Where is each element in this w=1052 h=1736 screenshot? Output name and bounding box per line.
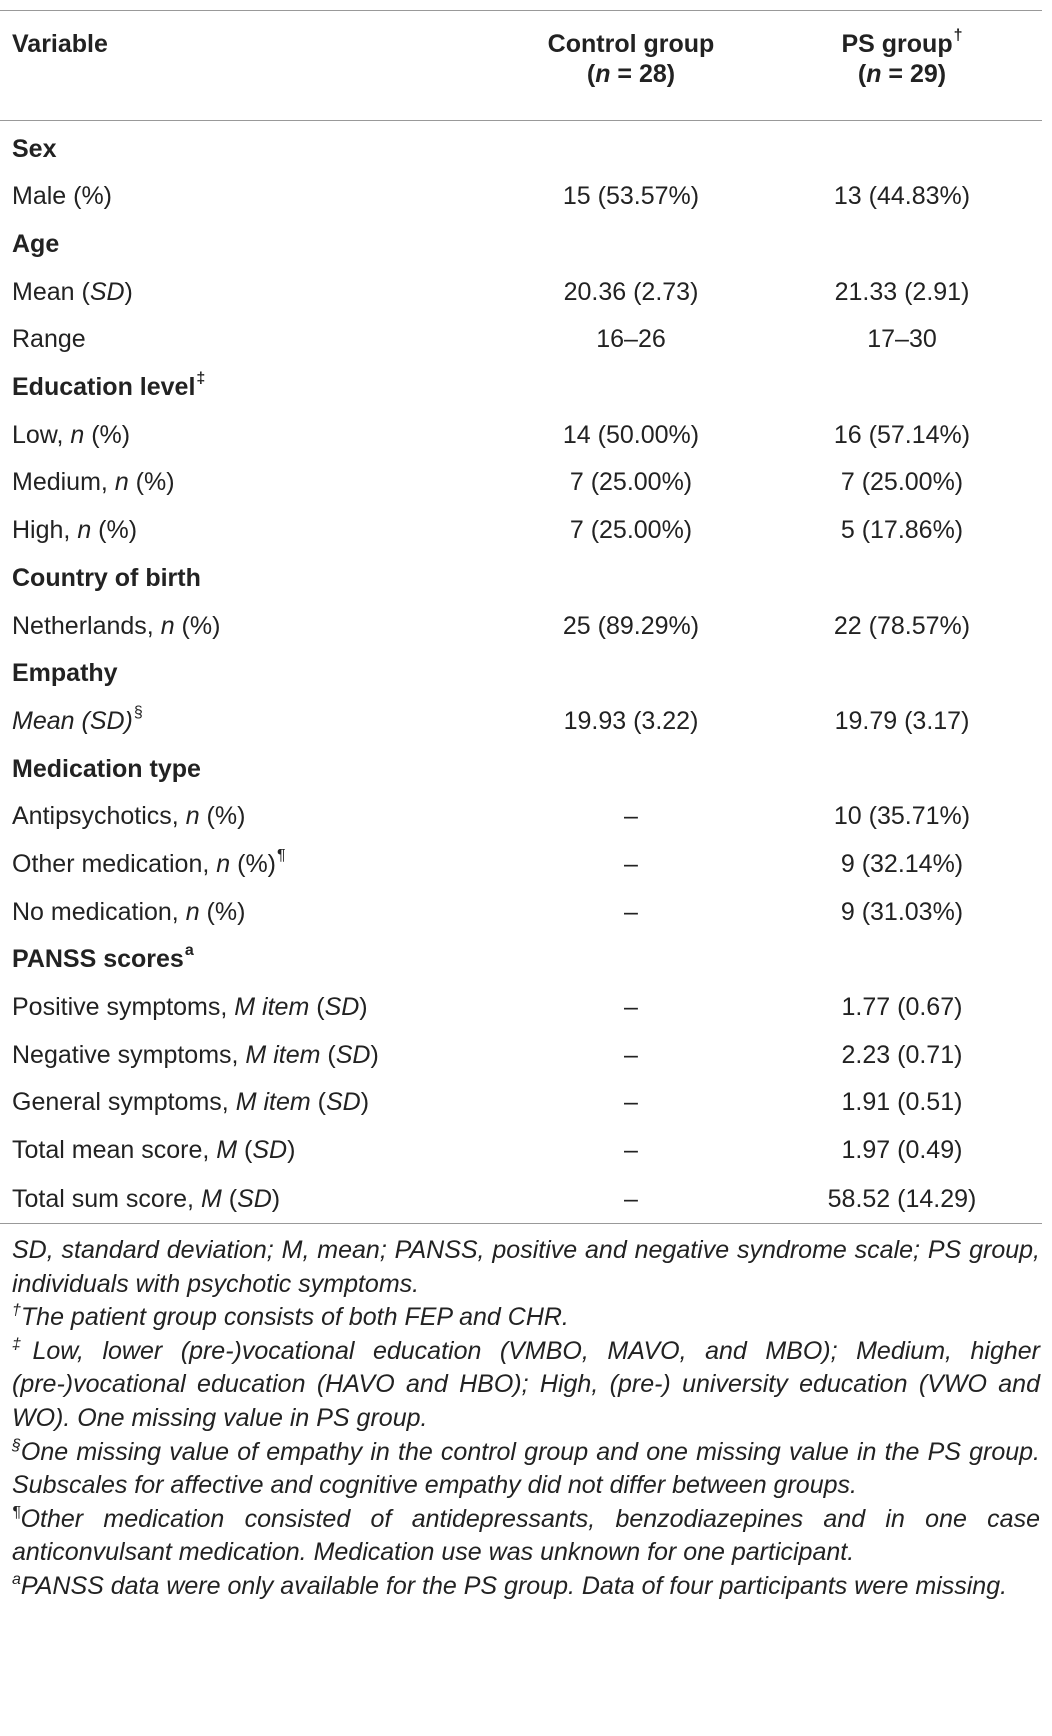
- ps-value: 22 (78.57%): [833, 611, 971, 640]
- table-row: [0, 316, 1042, 364]
- footnote: [12, 1335, 1040, 1436]
- section-label: Medication type: [12, 754, 201, 783]
- footnote: [12, 1436, 1040, 1503]
- header-variable: Variable: [12, 30, 108, 58]
- ps-value: 58.52 (14.29): [827, 1184, 977, 1213]
- control-value: –: [624, 1088, 638, 1117]
- footnote-text: Low, lower (pre-)vocational education (VMBO, MAVO, and MBO); Medium, higher (pre-)vocational education (HAVO and HBO); High, (pre-) university education (VWO and WO). One missing value in PS group.: [12, 1336, 1040, 1432]
- footnote-text: The patient group consists of both FEP and CHR.: [20, 1303, 569, 1332]
- control-value: –: [624, 1136, 638, 1165]
- table-row: [0, 792, 1042, 840]
- table-header: [0, 11, 1042, 121]
- control-value: 7 (25.00%): [569, 468, 693, 497]
- control-group-label: Control group: [547, 30, 715, 58]
- ps-value: 9 (31.03%): [840, 897, 964, 926]
- footnote: [12, 1234, 1040, 1301]
- table-footnotes: [12, 1234, 1040, 1604]
- row-label: Negative symptoms, M item (SD): [12, 1040, 379, 1069]
- ps-value: 16 (57.14%): [833, 420, 971, 449]
- row-label: Antipsychotics, n (%): [12, 802, 246, 831]
- section-label: Country of birth: [12, 563, 201, 592]
- control-value: 7 (25.00%): [569, 516, 693, 545]
- footnote-mark: ‡: [196, 370, 206, 388]
- ps-value: 2.23 (0.71): [841, 1040, 963, 1069]
- row-label: No medication, n (%): [12, 897, 246, 926]
- control-value: 19.93 (3.22): [563, 706, 699, 735]
- header-control-group: [500, 11, 762, 121]
- footnote-text: SD, standard deviation; M, mean; PANSS, positive and negative syndrome scale; PS group, individuals with psychotic symptoms.: [12, 1236, 1040, 1298]
- section-heading: [0, 554, 1042, 602]
- row-label: Netherlands, n (%): [12, 611, 221, 640]
- table-row: [0, 173, 1042, 221]
- ps-value: 17–30: [867, 325, 937, 354]
- table-row: [0, 697, 1042, 745]
- ps-group-footnote-mark: †: [953, 27, 963, 44]
- table-row: [0, 888, 1042, 936]
- control-group-n: (n = 28): [586, 60, 676, 88]
- footnote-text: Other medication consisted of antidepressants, benzodiazepines and in one case anticonvulsant medication. Medication use was unknown for one participant.: [12, 1504, 1040, 1567]
- section-row: [0, 363, 1042, 411]
- table-row: [0, 602, 1042, 650]
- ps-value: 9 (32.14%): [840, 849, 964, 878]
- ps-value: 21.33 (2.91): [834, 277, 970, 306]
- demographics-table: [0, 10, 1042, 1224]
- table-row: [0, 459, 1042, 507]
- section-heading: [0, 745, 1042, 793]
- footnote-text: PANSS data were only available for the PS group. Data of four participants were missing.: [20, 1571, 1008, 1600]
- row-label: Other medication, n (%)¶: [12, 846, 286, 878]
- row-label: High, n (%): [12, 516, 138, 545]
- table-row: [0, 411, 1042, 459]
- section-row: [0, 745, 1042, 793]
- table-body: [0, 121, 1042, 1224]
- section-heading: [0, 121, 1042, 173]
- control-value: 14 (50.00%): [562, 420, 700, 449]
- footnote-mark: ¶: [12, 1503, 21, 1521]
- control-value: –: [624, 993, 638, 1022]
- ps-value: 19.79 (3.17): [834, 706, 970, 735]
- row-label: Medium, n (%): [12, 468, 175, 497]
- section-heading: [0, 649, 1042, 697]
- control-value: 15 (53.57%): [562, 182, 700, 211]
- section-label: Age: [12, 230, 60, 259]
- ps-value: 13 (44.83%): [833, 182, 971, 211]
- ps-value: 7 (25.00%): [840, 468, 964, 497]
- footnote: [12, 1301, 1040, 1335]
- footnote-mark: a: [184, 942, 194, 960]
- control-value: 16–26: [596, 325, 666, 354]
- section-heading: [0, 220, 1042, 268]
- ps-value: 1.97 (0.49): [841, 1136, 963, 1165]
- section-heading: [0, 936, 1042, 984]
- row-label: Mean (SD): [12, 277, 133, 306]
- section-label: Sex: [12, 134, 57, 163]
- footnote: [12, 1570, 1040, 1604]
- row-label: General symptoms, M item (SD): [12, 1088, 370, 1117]
- table-row: [0, 840, 1042, 888]
- section-label: PANSS scores: [12, 945, 184, 974]
- control-value: 20.36 (2.73): [563, 277, 699, 306]
- control-value: –: [624, 897, 638, 926]
- row-label: Total mean score, M (SD): [12, 1136, 296, 1165]
- section-heading: [0, 363, 1042, 411]
- ps-value: 5 (17.86%): [840, 516, 964, 545]
- section-label: Empathy: [12, 659, 118, 688]
- table-row: [0, 1174, 1042, 1224]
- section-row: [0, 220, 1042, 268]
- header-row: [0, 11, 1042, 121]
- footnote-text: One missing value of empathy in the control group and one missing value in the PS group. Subscales for affective and cognitive empathy did not differ between groups.: [12, 1437, 1040, 1500]
- ps-value: 1.77 (0.67): [841, 993, 963, 1022]
- control-value: –: [624, 1184, 638, 1213]
- ps-value: 10 (35.71%): [833, 802, 971, 831]
- table-row: [0, 983, 1042, 1031]
- header-ps-group: [762, 11, 1042, 121]
- row-label: Low, n (%): [12, 420, 131, 449]
- section-row: [0, 554, 1042, 602]
- row-label: Mean (SD)§: [12, 703, 143, 735]
- footnote-mark: ‡: [12, 1335, 33, 1353]
- ps-value: 1.91 (0.51): [841, 1088, 963, 1117]
- row-label: Total sum score, M (SD): [12, 1184, 281, 1213]
- ps-group-n: (n = 29): [857, 60, 947, 88]
- control-value: –: [624, 1040, 638, 1069]
- row-label: Positive symptoms, M item (SD): [12, 993, 368, 1022]
- section-row: [0, 936, 1042, 984]
- row-label: Range: [12, 325, 86, 354]
- footnote-mark: §: [12, 1436, 21, 1454]
- table-row: [0, 268, 1042, 316]
- section-row: [0, 649, 1042, 697]
- footnote: [12, 1503, 1040, 1570]
- table-row: [0, 506, 1042, 554]
- footnote-mark: †: [12, 1302, 21, 1320]
- section-label: Education level: [12, 373, 196, 402]
- table-row: [0, 1031, 1042, 1079]
- control-value: –: [624, 802, 638, 831]
- footnote-mark: a: [12, 1570, 21, 1588]
- table-row: [0, 1126, 1042, 1174]
- control-value: 25 (89.29%): [562, 611, 700, 640]
- ps-group-label: PS group: [841, 30, 953, 58]
- table-row: [0, 1079, 1042, 1127]
- section-row: [0, 121, 1042, 173]
- control-value: –: [624, 849, 638, 878]
- row-label: Male (%): [12, 182, 113, 211]
